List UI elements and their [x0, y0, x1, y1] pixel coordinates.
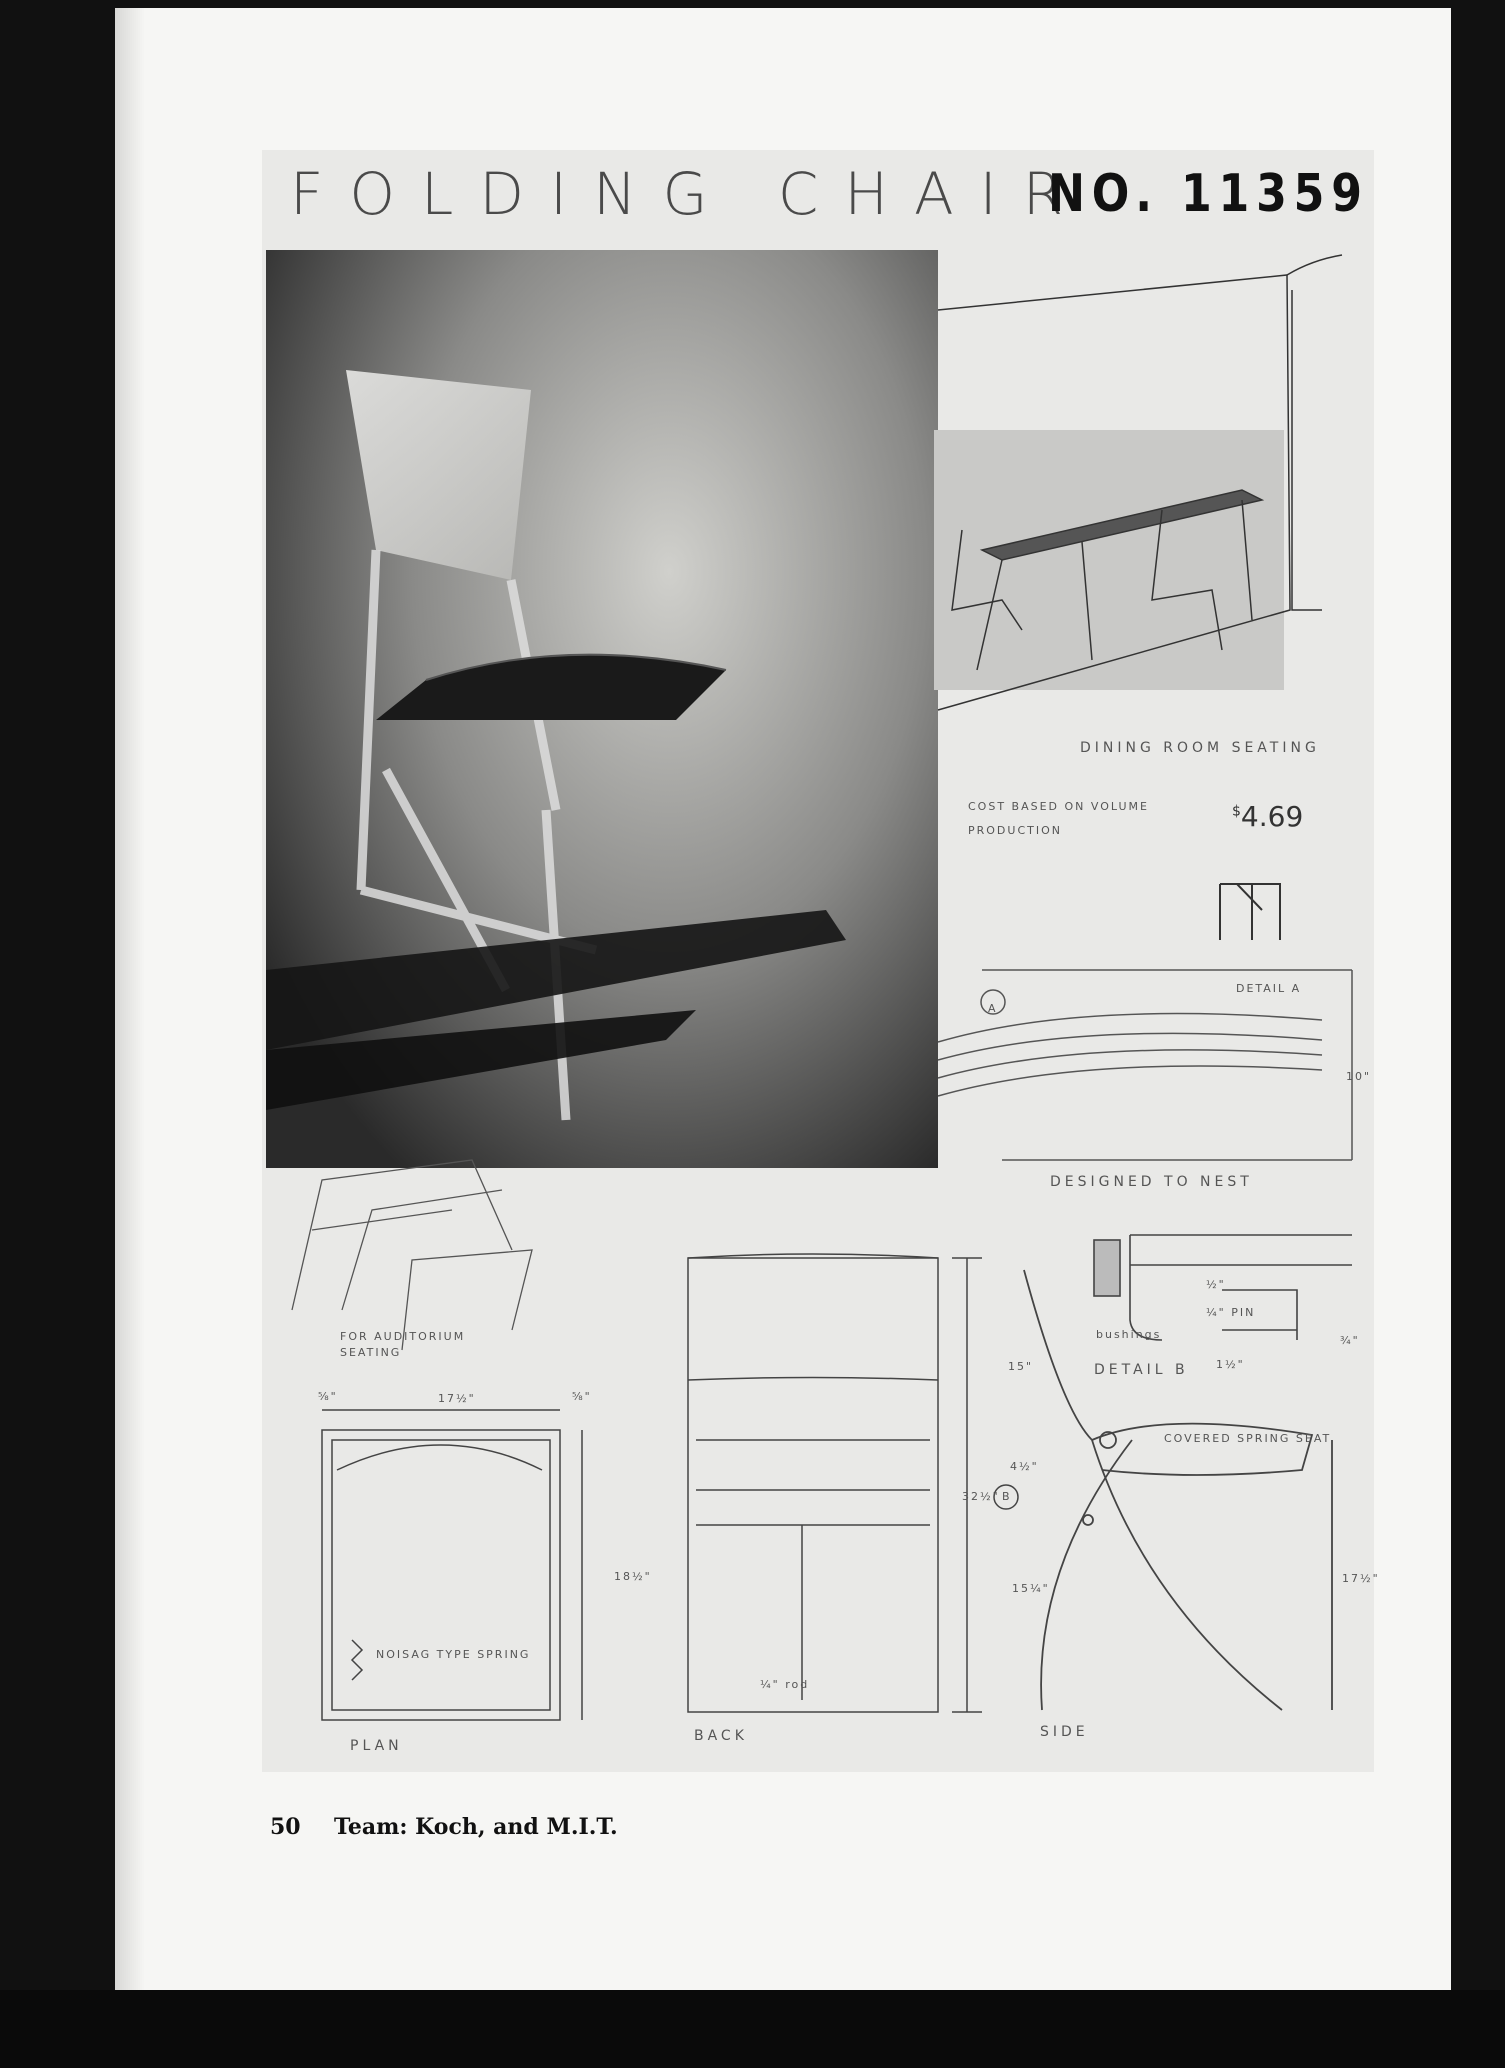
detail-b-pin-dim: ½"	[1206, 1278, 1226, 1291]
dining-room-label: DINING ROOM SEATING	[1080, 740, 1320, 756]
rod-label: ¼" rod	[760, 1678, 810, 1691]
callout-b: B	[1002, 1490, 1012, 1503]
page-number: 50	[270, 1814, 301, 1840]
covered-spring-seat-label: COVERED SPRING SEAT	[1164, 1432, 1332, 1445]
dining-room-sketch	[934, 255, 1342, 710]
cost-label-line2: PRODUCTION	[968, 824, 1062, 837]
detail-a-label: DETAIL A	[1236, 982, 1302, 995]
callout-a: A	[988, 1002, 998, 1015]
plan-depth-dim: 18½"	[614, 1570, 652, 1583]
spring-note: NOISAG TYPE SPRING	[376, 1648, 531, 1661]
plan-side-right-dim: ⅝"	[572, 1390, 592, 1403]
designed-to-nest-label: DESIGNED TO NEST	[1050, 1174, 1253, 1190]
back-drawing	[688, 1254, 982, 1712]
back-mid-dim: 4½"	[1010, 1460, 1039, 1473]
detail-a-drawing	[1220, 884, 1280, 940]
side-height-dim: 17½"	[1342, 1572, 1380, 1585]
dollar-sign: $	[1232, 803, 1241, 820]
back-label: BACK	[694, 1728, 748, 1744]
detail-b-side-dim: ¾"	[1340, 1334, 1360, 1347]
nest-height-dim: 10"	[1346, 1070, 1372, 1083]
back-top-dim: 15"	[1008, 1360, 1034, 1373]
plan-side-left-dim: ⅝"	[318, 1390, 338, 1403]
right-edge	[1451, 0, 1505, 2068]
bottom-edge	[0, 1990, 1505, 2068]
detail-b-label: DETAIL B	[1094, 1362, 1189, 1378]
plan-label: PLAN	[350, 1738, 403, 1754]
plan-width-dim: 17½"	[438, 1392, 476, 1405]
page-title: FOLDING CHAIR	[290, 160, 1090, 228]
auditorium-label-line2: SEATING	[340, 1346, 402, 1359]
auditorium-label-line1: FOR AUDITORIUM	[340, 1330, 466, 1343]
technical-drawings	[262, 150, 1374, 1772]
back-total-dim: 32½"	[962, 1490, 1000, 1503]
side-label: SIDE	[1040, 1724, 1089, 1740]
nested-chairs-drawing	[938, 970, 1352, 1160]
model-number: NO. 11359	[1048, 164, 1369, 224]
pin-label: ¼" PIN	[1206, 1306, 1256, 1319]
cost-price	[1232, 800, 1303, 833]
page-gutter-shadow	[115, 8, 145, 1990]
bushings-label: bushings	[1096, 1328, 1162, 1341]
cost-label-line1: COST BASED ON VOLUME	[968, 800, 1149, 813]
plan-drawing	[322, 1410, 582, 1720]
detail-b-width-dim: 1½"	[1216, 1358, 1245, 1371]
price-value: 4.69	[1240, 800, 1304, 833]
back-lower-dim: 15¼"	[1012, 1582, 1050, 1595]
auditorium-seating-sketch	[292, 1160, 532, 1350]
side-drawing	[1024, 1270, 1332, 1710]
footer-credit: Team: Koch, and M.I.T.	[334, 1814, 618, 1840]
